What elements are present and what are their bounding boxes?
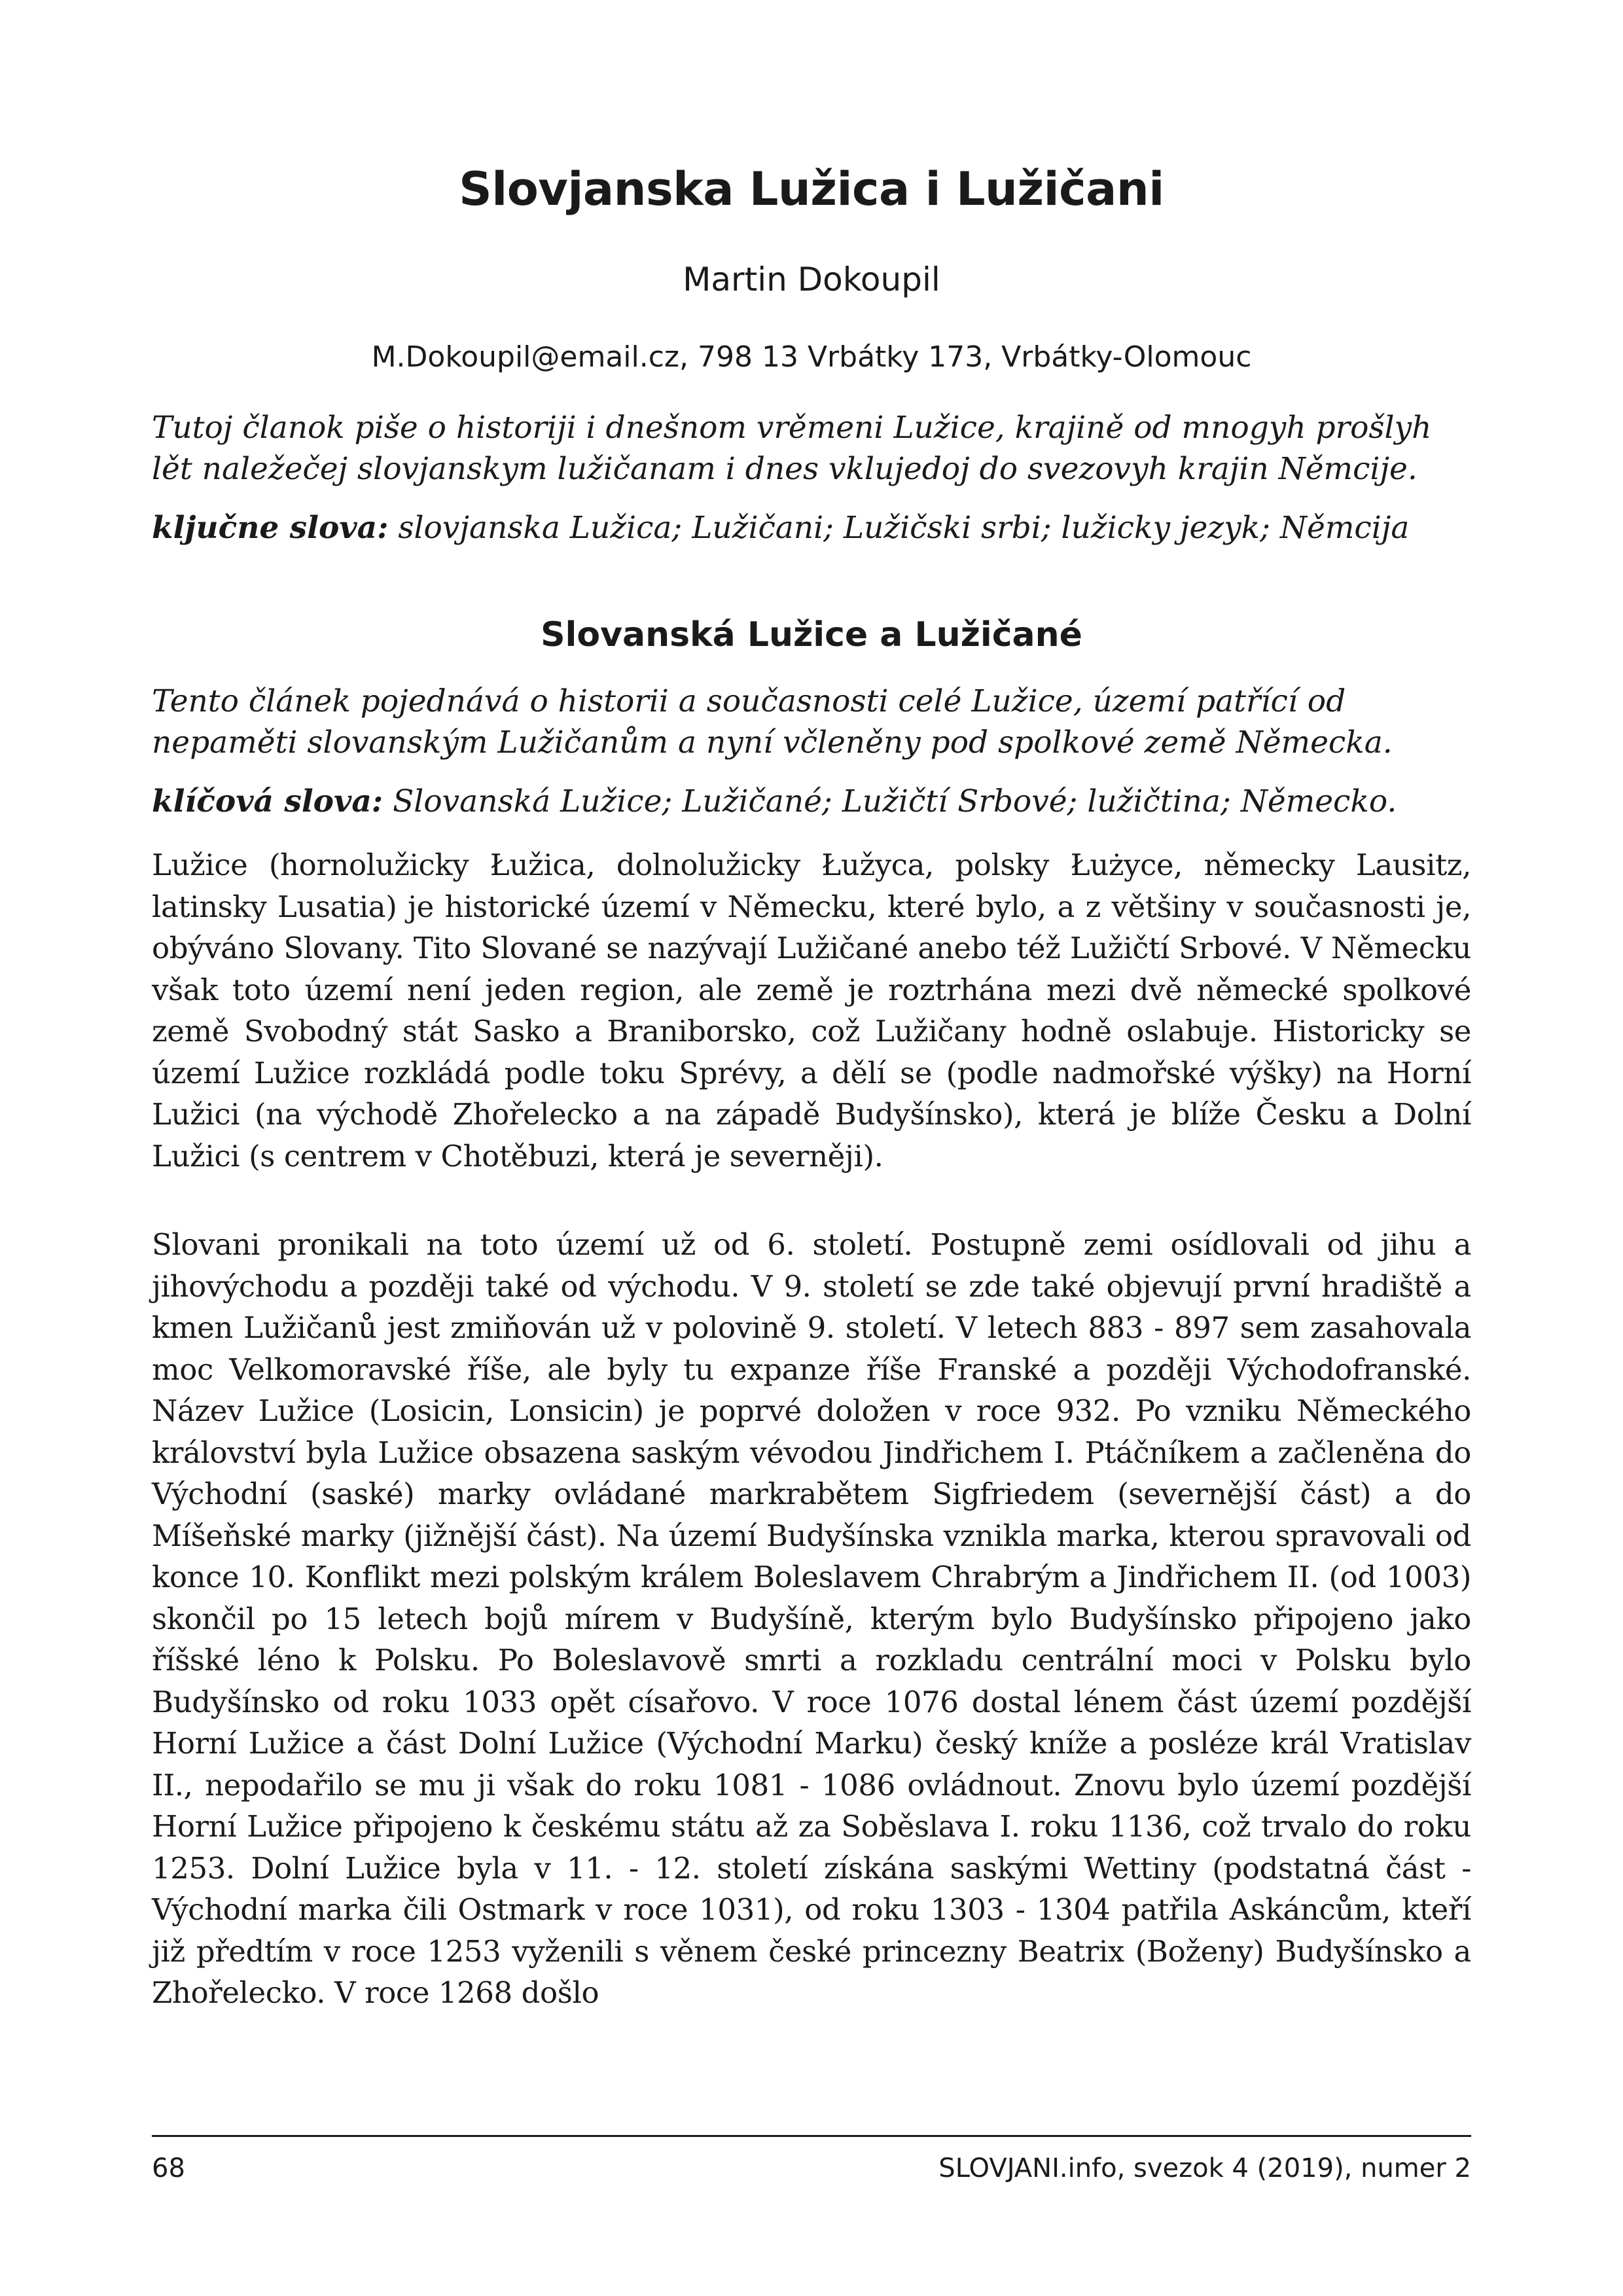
keywords-isv-list: slovjanska Lužica; Lužičani; Lužičski srbi; lužicky jezyk; Němcija bbox=[388, 510, 1410, 546]
keywords-cz bbox=[152, 781, 1471, 822]
section-title: Slovanská Lužice a Lužičané bbox=[541, 615, 1082, 655]
footer-page-number: 68 bbox=[152, 2153, 185, 2183]
article-title: Slovjanska Lužica i Lužičani bbox=[459, 162, 1164, 216]
keywords-cz-label: klíčová slova: bbox=[152, 783, 383, 819]
body-paragraph-2: Slovani pronikali na toto území už od 6. století. Postupně zemi osídlovali od jihu a jihovýchodu a později také od východu. V 9. století se zde také objevují první hradiště a kmen Lužičanů jest zmiňován už v polovině 9. století. V letech 883 - 897 sem zasahovala moc Velkomoravské říše, ale byly tu expanze říše Franské a později Východofranské. Název Lužice (Losicin, Lonsicin) je poprvé doložen v roce 932. Po vzniku Německého království byla Lužice obsazena saským vévodou Jindřichem I. Ptáčníkem a začleněna do Východní (saské) marky ovládané markrabětem Sigfriedem (severnější část) a do Míšeňské marky (jižnější část). Na území Budyšínska vznikla marka, kterou spravovali od konce 10. Konflikt mezi polským králem Boleslavem Chrabrým a Jindřichem II. (od 1003) skončil po 15 letech bojů mírem v Budyšíně, kterým bylo Budyšínsko připojeno jako říšské léno k Polsku. Po Boleslavově smrti a rozkladu centrální moci v Polsku bylo Budyšínsko od roku 1033 opět císařovo. V roce 1076 dostal lénem část území pozdější Horní Lužice a část Dolní Lužice (Východní Marku) český kníže a posléze král Vratislav II., nepodařilo se mu ji však do roku 1081 - 1086 ovládnout. Znovu bylo území pozdější Horní Lužice připojeno k českému státu až za Soběslava I. roku 1136, což trvalo do roku 1253. Dolní Lužice byla v 11. - 12. století získána saskými Wettiny (podstatná část - Východní marka čili Ostmark v roce 1031), od roku 1303 - 1304 patřila Askáncům, kteří již předtím v roce 1253 vyženili s věnem české princezny Beatrix (Boženy) Budyšínsko a Zhořelecko. V roce 1268 došlo bbox=[152, 1227, 1471, 2010]
article-page bbox=[152, 0, 1471, 2296]
author-name: Martin Dokoupil bbox=[683, 260, 940, 298]
footer-journal-info: SLOVJANI.info, svezok 4 (2019), numer 2 bbox=[938, 2153, 1471, 2183]
body-paragraph-1: Lužice (hornolužicky Łužica, dolnolužicky Łužyca, polsky Łużyce, německy Lausitz, latinsky Lusatia) je historické území v Německu, které bylo, a z většiny v současnosti je, obýváno Slovany. Tito Slované se nazývají Lužičané anebo též Lužičtí Srbové. V Německu však toto území není jeden region, ale země je roztrhána mezi dvě německé spolkové země Svobodný stát Sasko a Braniborsko, což Lužičany hodně oslabuje. Historicky se území Lužice rozkládá podle toku Sprévy, a dělí se (podle nadmořské výšky) na Horní Lužici (na východě Zhořelecko a na západě Budyšínsko), která je blíže Česku a Dolní Lužici (s centrem v Chotěbuzi, která je severněji). bbox=[152, 848, 1471, 1174]
abstract-cz: Tento článek pojednává o historii a současnosti celé Lužice, území patřící od nepaměti slovanským Lužičanům a nyní včleněny pod spolkové země Německa. bbox=[152, 683, 1393, 761]
footer-divider bbox=[152, 2135, 1471, 2137]
abstract-isv: Tutoj članok piše o historiji i dnešnom vrěmeni Lužice, krajině od mnogyh prošlyh lět naležečej slovjanskym lužičanam i dnes vklujedoj do svezovyh krajin Němcije. bbox=[152, 410, 1432, 487]
keywords-isv-label: ključne slova: bbox=[152, 510, 389, 546]
author-contact: M.Dokoupil@email.cz, 798 13 Vrbátky 173, Vrbátky-Olomouc bbox=[371, 340, 1252, 374]
keywords-cz-list: Slovanská Lužice; Lužičané; Lužičtí Srbové; lužičtina; Německo. bbox=[383, 783, 1397, 819]
keywords-isv bbox=[152, 507, 1471, 548]
